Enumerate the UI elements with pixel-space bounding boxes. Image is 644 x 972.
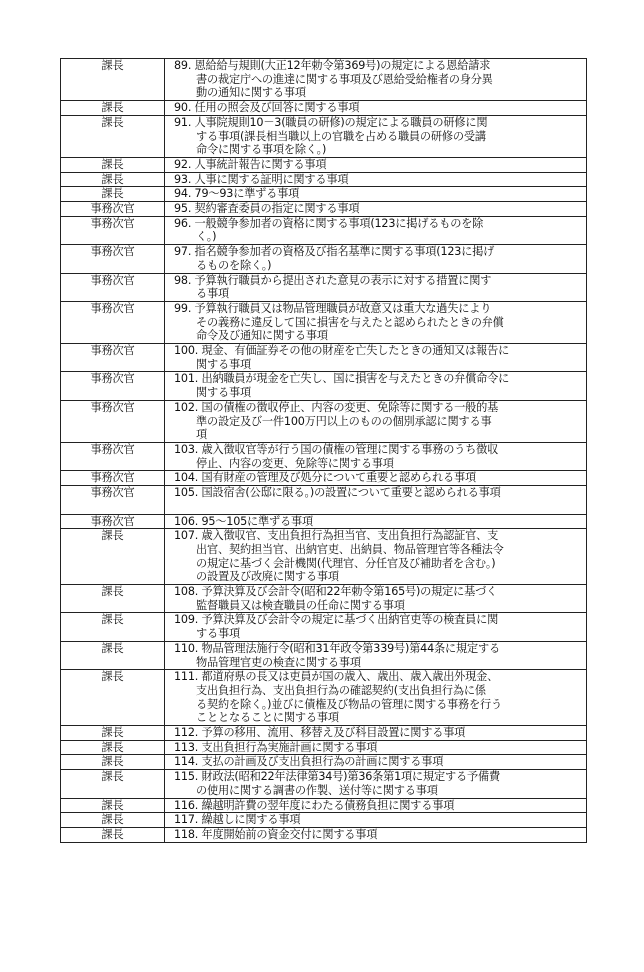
table-row — [61, 770, 587, 798]
approver-cell: 課長 — [61, 670, 165, 726]
matter-text-line: 111. 都道府県の長又は吏員が国の歳入、歳出、歳入歳出外現金、 — [174, 670, 499, 684]
table-row — [61, 101, 587, 116]
matter-text-line: 118. 年度開始前の資金交付に関する事項 — [174, 827, 378, 841]
matter-text-line: 98. 予算執行職員から提出された意見の表示に対する措置に関す — [174, 273, 492, 287]
matter-text-line: の使用に関する調書の作製、送付等に関する事項 — [196, 783, 438, 797]
approver-cell: 事務次官 — [61, 372, 165, 400]
matter-text-line: 90. 任用の照会及び回答に関する事項 — [174, 101, 360, 115]
approver-cell: 事務次官 — [61, 301, 165, 343]
matter-cell — [165, 613, 587, 641]
matter-text-line: の設置及び改廃に関する事項 — [196, 570, 339, 584]
matter-cell — [165, 670, 587, 726]
matter-text-line: 117. 繰越しに関する事項 — [174, 813, 301, 827]
matter-text-line: 116. 繰越明許費の翌年度にわたる債務負担に関する事項 — [174, 798, 455, 812]
matter-text-line: る事項 — [196, 287, 229, 301]
matter-cell — [165, 344, 587, 372]
table-row — [61, 273, 587, 301]
table-row — [61, 740, 587, 755]
table-row — [61, 115, 587, 157]
matter-text-line: るものを除く。) — [196, 258, 272, 272]
matter-text-line: 103. 歳入徴収官等が行う国の債権の管理に関する事務のうち徴収 — [174, 442, 499, 456]
table-row — [61, 726, 587, 741]
matter-text-line: 命令及び通知に関する事項 — [196, 329, 328, 343]
matter-text-line: 関する事項 — [196, 357, 251, 371]
table-row — [61, 372, 587, 400]
matter-text-line: 動の通知に関する事項 — [196, 86, 306, 100]
matter-text-line: 監督職員又は検査職員の任命に関する事項 — [196, 598, 405, 612]
matter-text-line: 100. 現金、有価証券その他の財産を亡失したときの通知又は報告に — [174, 344, 510, 358]
matter-cell — [165, 216, 587, 244]
matter-text-line: 物品管理官吏の検査に関する事項 — [196, 655, 361, 669]
matter-text-line: 114. 支払の計画及び支出負担行為の計画に関する事項 — [174, 755, 444, 769]
table-row — [61, 670, 587, 726]
table-row — [61, 798, 587, 813]
approver-cell: 事務次官 — [61, 442, 165, 470]
approver-cell: 課長 — [61, 813, 165, 828]
matter-cell — [165, 529, 587, 585]
matter-text-line: 書の裁定庁への進達に関する事項及び恩給受給権者の身分異 — [196, 72, 493, 86]
matter-cell — [165, 755, 587, 770]
matter-cell — [165, 827, 587, 842]
matter-cell — [165, 486, 587, 514]
matter-text-line: く。) — [196, 230, 217, 244]
approver-cell: 事務次官 — [61, 344, 165, 372]
approver-cell: 課長 — [61, 585, 165, 613]
matter-text-line: 109. 予算決算及び会計令の規定に基づく出納官吏等の検査員に関 — [174, 613, 499, 627]
table-row — [61, 514, 587, 529]
matter-cell — [165, 813, 587, 828]
approver-cell: 課長 — [61, 101, 165, 116]
approver-cell: 課長 — [61, 770, 165, 798]
approver-cell: 事務次官 — [61, 273, 165, 301]
approver-cell: 課長 — [61, 641, 165, 669]
approver-cell: 事務次官 — [61, 245, 165, 273]
matter-cell — [165, 202, 587, 217]
matter-text-line: 97. 指名競争参加者の資格及び指名基準に関する事項(123に掲げ — [174, 245, 495, 259]
matter-text-line: 110. 物品管理法施行令(昭和31年政令第339号)第44条に規定する — [174, 641, 500, 655]
table-row — [61, 157, 587, 172]
approver-cell: 事務次官 — [61, 216, 165, 244]
approver-cell: 事務次官 — [61, 202, 165, 217]
matter-text-line: その義務に違反して国に損害を与えたと認められたときの弁償 — [196, 315, 504, 329]
table-row — [61, 585, 587, 613]
table-row — [61, 172, 587, 187]
matter-cell — [165, 442, 587, 470]
matter-text-line: 106. 95～105に準ずる事項 — [174, 514, 313, 528]
matter-text-line: こととなることに関する事項 — [196, 711, 339, 725]
table-row — [61, 529, 587, 585]
approver-cell: 課長 — [61, 115, 165, 157]
matter-text-line: 停止、内容の変更、免除等に関する事項 — [196, 456, 394, 470]
matter-text-line: 89. 恩給給与規則(大正12年勅令第369号)の規定による恩給請求 — [174, 59, 491, 72]
matter-text-line: する事項(課長相当職以上の官職を占める職員の研修の受講 — [196, 129, 486, 143]
matter-text-line: 関する事項 — [196, 386, 251, 400]
matter-text-line: 94. 79～93に準ずる事項 — [174, 187, 300, 201]
approver-cell: 事務次官 — [61, 400, 165, 442]
matter-text-line: 113. 支出負担行為実施計画に関する事項 — [174, 740, 378, 754]
matter-cell — [165, 115, 587, 157]
delegation-table — [60, 58, 587, 843]
matter-cell — [165, 740, 587, 755]
matter-cell — [165, 245, 587, 273]
table-row — [61, 344, 587, 372]
matter-text-line — [174, 500, 583, 514]
matter-text-line: 101. 出納職員が現金を亡失し、国に損害を与えたときの弁償命令に — [174, 372, 510, 386]
table-row — [61, 813, 587, 828]
matter-cell — [165, 59, 587, 101]
table-row — [61, 400, 587, 442]
approver-cell: 事務次官 — [61, 471, 165, 486]
matter-cell — [165, 372, 587, 400]
matter-text-line: 95. 契約審査委員の指定に関する事項 — [174, 202, 360, 216]
matter-text-line: 支出負担行為、支出負担行為の確認契約(支出負担行為に係 — [196, 683, 486, 697]
table-row — [61, 202, 587, 217]
approver-cell: 課長 — [61, 740, 165, 755]
matter-text-line: 96. 一般競争参加者の資格に関する事項(123に掲げるものを除 — [174, 216, 484, 230]
matter-text-line: 項 — [196, 428, 207, 442]
approver-cell: 課長 — [61, 755, 165, 770]
approver-cell: 課長 — [61, 726, 165, 741]
matter-text-line: 104. 国有財産の管理及び処分について重要と認められる事項 — [174, 471, 476, 485]
table-row — [61, 755, 587, 770]
table-row — [61, 613, 587, 641]
approver-cell: 課長 — [61, 172, 165, 187]
matter-cell — [165, 301, 587, 343]
table-row — [61, 641, 587, 669]
matter-text-line: の規定に基づく会計機関(代理官、分任官及び補助者を含む。) — [196, 556, 496, 570]
approver-cell: 事務次官 — [61, 514, 165, 529]
approver-cell: 課長 — [61, 798, 165, 813]
matter-cell — [165, 471, 587, 486]
matter-cell — [165, 726, 587, 741]
matter-cell — [165, 641, 587, 669]
table-row — [61, 245, 587, 273]
matter-text-line: 105. 国設宿舎(公邸に限る。)の設置について重要と認められる事項 — [174, 486, 501, 500]
matter-text-line: する事項 — [196, 627, 240, 641]
matter-text-line: 115. 財政法(昭和22年法律第34号)第36条第1項に規定する予備費 — [174, 770, 500, 784]
approver-cell: 課長 — [61, 613, 165, 641]
matter-cell — [165, 157, 587, 172]
matter-text-line: 112. 予算の移用、流用、移替え及び科目設置に関する事項 — [174, 726, 466, 740]
matter-text-line: 107. 歳入徴収官、支出負担行為担当官、支出負担行為認証官、支 — [174, 529, 499, 543]
matter-text-line: 102. 国の債権の徴収停止、内容の変更、免除等に関する一般的基 — [174, 400, 499, 414]
matter-text-line: 出官、契約担当官、出納官吏、出納員、物品管理官等各種法令 — [196, 542, 504, 556]
matter-text-line: 命令に関する事項を除く。) — [196, 143, 327, 157]
matter-cell — [165, 798, 587, 813]
approver-cell: 課長 — [61, 529, 165, 585]
approver-cell: 課長 — [61, 187, 165, 202]
matter-cell — [165, 273, 587, 301]
matter-cell — [165, 400, 587, 442]
table-row — [61, 59, 587, 101]
matter-text-line: 91. 人事院規則10－3(職員の研修)の規定による職員の研修に関 — [174, 115, 488, 129]
table-row — [61, 442, 587, 470]
table-row — [61, 216, 587, 244]
matter-cell — [165, 514, 587, 529]
matter-cell — [165, 101, 587, 116]
matter-text-line: 108. 予算決算及び会計令(昭和22年勅令第165号)の規定に基づく — [174, 585, 498, 599]
matter-text-line: る契約を除く。)並びに債権及び物品の管理に関する事務を行う — [196, 697, 502, 711]
approver-cell: 課長 — [61, 59, 165, 101]
matter-text-line: 92. 人事統計報告に関する事項 — [174, 157, 327, 171]
table-row — [61, 471, 587, 486]
matter-cell — [165, 585, 587, 613]
table-row — [61, 827, 587, 842]
matter-text-line: 準の設定及び一件100万円以上のものの個別承認に関する事 — [196, 414, 492, 428]
matter-text-line: 99. 予算執行職員又は物品管理職員が故意又は重大な過失により — [174, 301, 492, 315]
matter-cell — [165, 770, 587, 798]
approver-cell: 事務次官 — [61, 486, 165, 514]
matter-cell — [165, 187, 587, 202]
approver-cell: 課長 — [61, 157, 165, 172]
matter-text-line: 93. 人事に関する証明に関する事項 — [174, 172, 349, 186]
matter-cell — [165, 172, 587, 187]
table-row — [61, 301, 587, 343]
table-row — [61, 486, 587, 514]
table-row — [61, 187, 587, 202]
approver-cell: 課長 — [61, 827, 165, 842]
